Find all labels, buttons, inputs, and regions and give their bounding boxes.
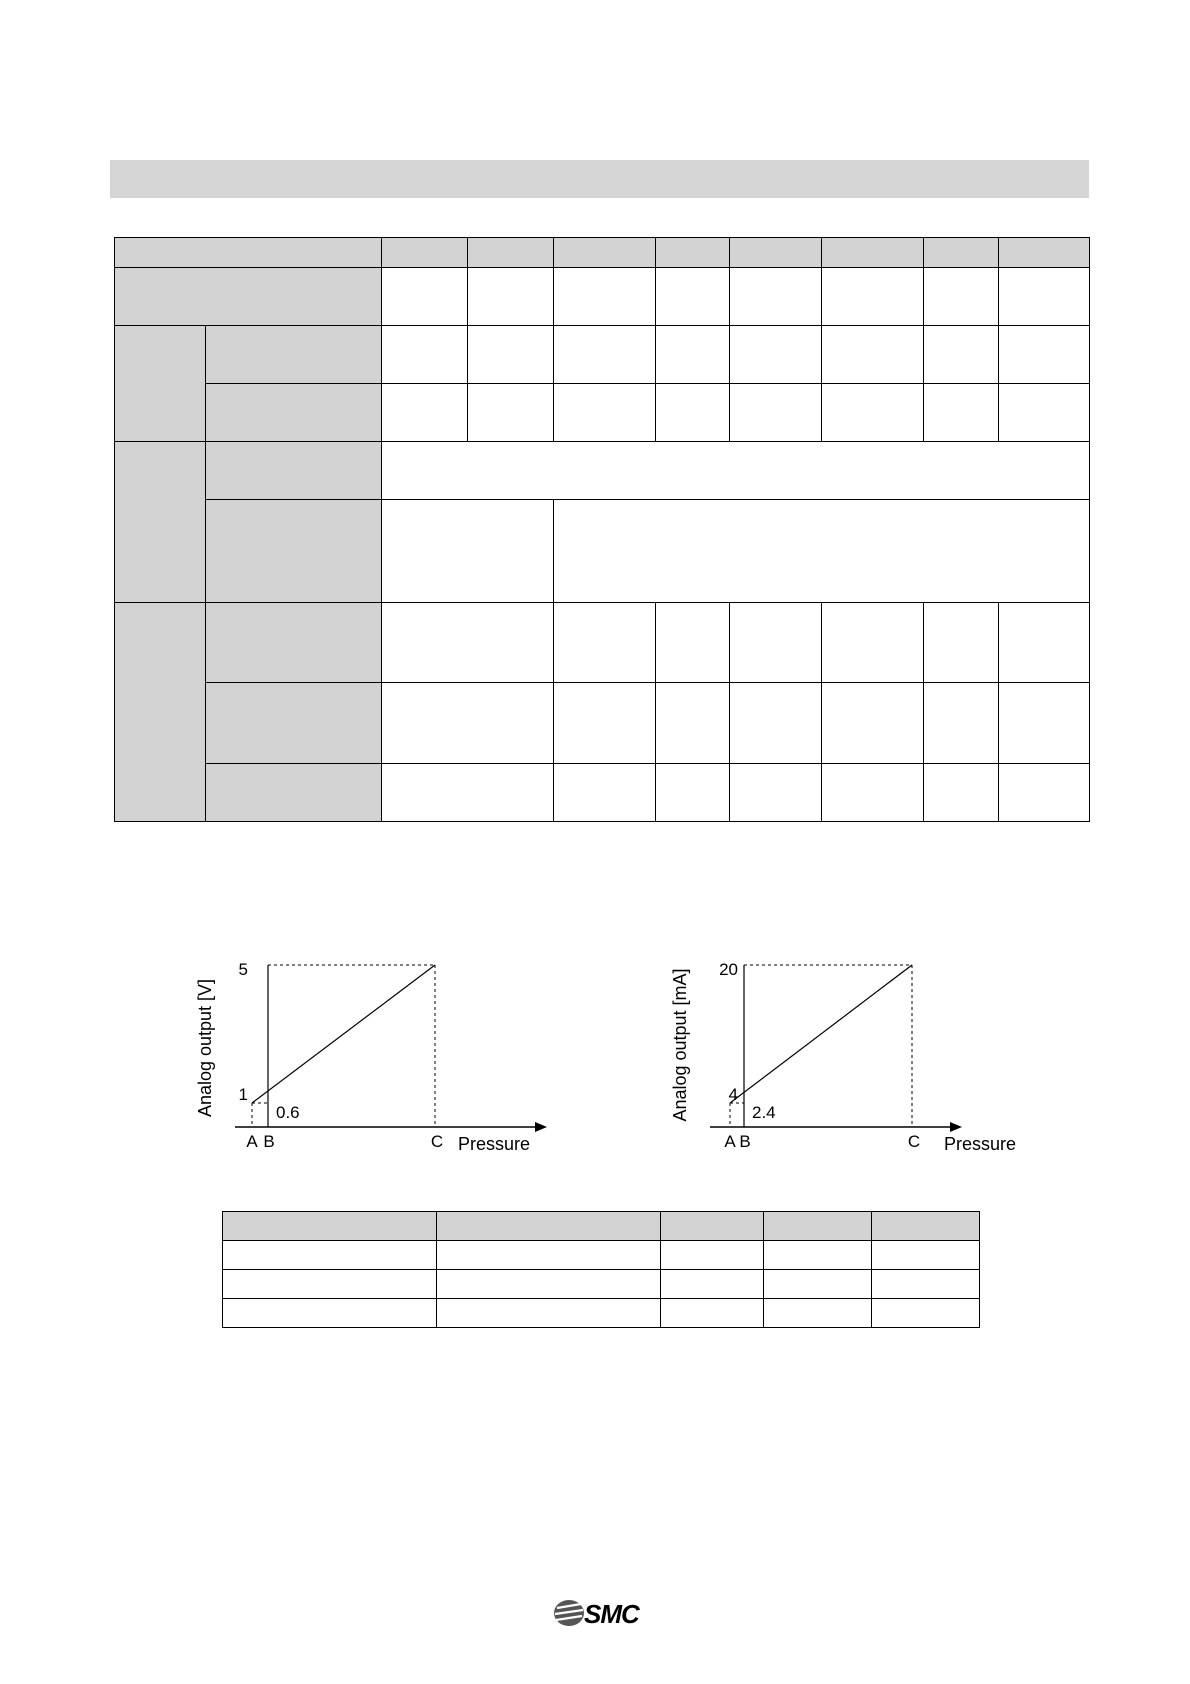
output-line [730, 965, 912, 1103]
pressure-range-table [222, 1211, 980, 1328]
point-a-label: A [246, 1132, 258, 1151]
y-min-label: 4 [728, 1085, 738, 1104]
table-row [115, 268, 1090, 326]
y-max-label: 20 [719, 960, 738, 979]
table-header-row [115, 238, 1090, 268]
point-c-label: C [430, 1132, 444, 1151]
y-max-label: 5 [238, 960, 248, 979]
table-row [115, 603, 1090, 683]
x-axis-label: Pressure [944, 1134, 1017, 1154]
table-row [115, 326, 1090, 384]
output-line [252, 965, 435, 1103]
voltage-output-graph [180, 940, 560, 1170]
table-header-row [223, 1212, 980, 1241]
table-row [115, 384, 1090, 442]
table-row [223, 1241, 980, 1270]
x-axis-label: Pressure [458, 1134, 531, 1154]
specification-table [114, 237, 1090, 822]
table-row [115, 764, 1090, 822]
smc-logo-text: SMC [584, 1599, 639, 1629]
point-c-label: C [907, 1132, 921, 1151]
table-row [115, 683, 1090, 764]
smc-logo [553, 1596, 649, 1630]
y-min-label: 1 [238, 1085, 248, 1104]
x-axis-arrow [535, 1122, 547, 1132]
section-title-bar [110, 160, 1089, 198]
table-row [115, 442, 1090, 500]
x-axis-arrow [950, 1122, 962, 1132]
point-a-label: A [724, 1132, 736, 1151]
y-zero-label: 0.6 [276, 1103, 300, 1122]
point-b-label: B [739, 1132, 751, 1151]
point-b-label: B [263, 1132, 275, 1151]
y-axis-label: Analog output [mA] [670, 968, 690, 1122]
y-zero-label: 2.4 [752, 1103, 776, 1122]
table-row [223, 1270, 980, 1299]
table-row [223, 1299, 980, 1328]
y-axis-label: Analog output [V] [195, 978, 215, 1118]
current-output-graph [660, 940, 1040, 1170]
table-row [115, 500, 1090, 603]
